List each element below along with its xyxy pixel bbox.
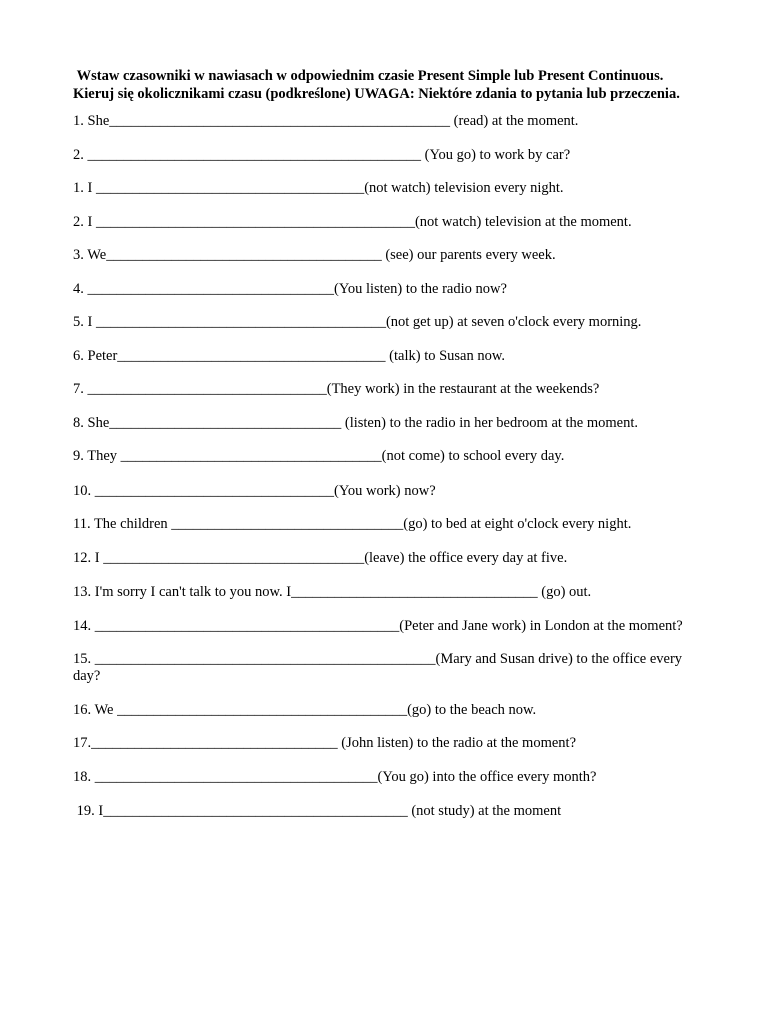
exercise-item: 3. We______________________________________ (see) our parents every week. — [73, 247, 556, 263]
exercise-item: 8. She________________________________ (listen) to the radio in her bedroom at the moment. — [73, 414, 639, 431]
exercise-item: 11. The children ________________________________(go) to bed at eight o'clock every night. — [73, 516, 632, 532]
exercise-item: 6. Peter_____________________________________ (talk) to Susan now. — [73, 347, 506, 364]
exercise-item: 2. ______________________________________________ (You go) to work by car? — [73, 146, 571, 163]
exercise-item: 7. _________________________________(They work) in the restaurant at the weekends? — [73, 381, 600, 397]
exercise-item: 19. I__________________________________________ (not study) at the moment — [73, 803, 562, 819]
exercise-item: 10. _________________________________(You work) now? — [73, 482, 436, 499]
exercise-item: 12. I ____________________________________(leave) the office every day at five. — [73, 549, 568, 566]
exercise-item: 2. I ____________________________________________(not watch) television at the moment. — [73, 213, 632, 230]
worksheet-page — [73, 68, 693, 820]
exercise-item: 18. _______________________________________(You go) into the office every month? — [73, 768, 597, 785]
exercise-item: 15. _______________________________________________(Mary and Susan drive) to the office every day? — [73, 651, 686, 684]
exercise-item: 17.__________________________________ (John listen) to the radio at the moment? — [73, 735, 577, 751]
exercise-item: 1. I _____________________________________(not watch) television every night. — [73, 180, 564, 196]
instructions-heading: Wstaw czasowniki w nawiasach w odpowiednim czasie Present Simple lub Present Continuous. Kieruj się okolicznikami czasu (podkreślone) UWAGA: Niektóre zdania to pytania lub przeczenia. — [73, 68, 680, 102]
exercise-item: 5. I ________________________________________(not get up) at seven o'clock every morning. — [73, 314, 642, 330]
exercise-list — [73, 113, 693, 820]
exercise-item: 4. __________________________________(You listen) to the radio now? — [73, 280, 507, 297]
exercise-item: 9. They ____________________________________(not come) to school every day. — [73, 448, 565, 464]
exercise-item: 1. She_______________________________________________ (read) at the moment. — [73, 113, 579, 129]
exercise-item: 13. I'm sorry I can't talk to you now. I__________________________________ (go) out. — [73, 584, 592, 600]
exercise-item: 16. We ________________________________________(go) to the beach now. — [73, 701, 537, 718]
exercise-item: 14. __________________________________________(Peter and Jane work) in London at the moment? — [73, 617, 683, 634]
